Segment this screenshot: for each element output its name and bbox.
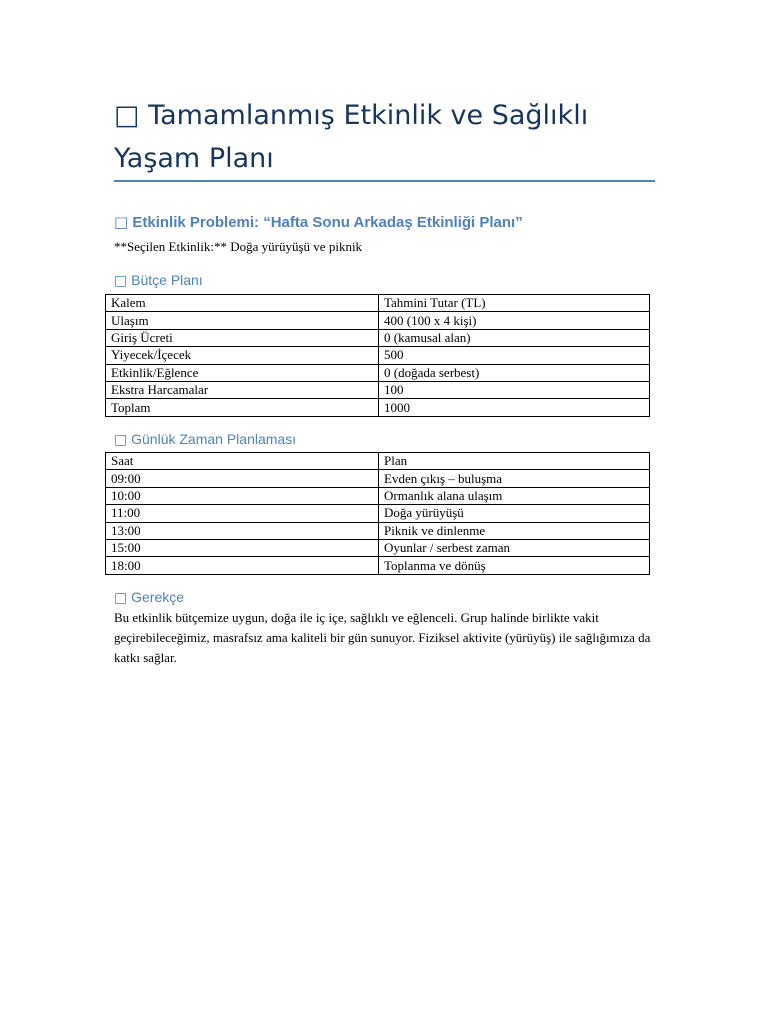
rationale-paragraph: Bu etkinlik bütçemize uygun, doğa ile iç içe, sağlıklı ve eğlenceli. Grup halinde birlikte vakit geçirebileceğimiz, masrafsız ama kaliteli bir gün sunuyor. Fiziksel aktivite (yürüyüş) ile sağlığımıza da katkı sağlar. <box>114 610 651 665</box>
check-icon: □ <box>114 590 128 606</box>
table-cell: Doğa yürüyüşü <box>379 505 650 522</box>
table-cell: Etkinlik/Eğlence <box>106 364 379 381</box>
table-cell: Ormanlık alana ulaşım <box>379 487 650 504</box>
table-row <box>106 312 650 329</box>
table-cell: Ekstra Harcamalar <box>106 381 379 398</box>
table-row <box>106 539 650 556</box>
schedule-table <box>105 452 650 575</box>
table-cell: 11:00 <box>106 505 379 522</box>
table-cell: 0 (doğada serbest) <box>379 364 650 381</box>
table-header-row <box>106 453 650 470</box>
target-icon: □ <box>114 213 129 231</box>
table-cell: 0 (kamusal alan) <box>379 329 650 346</box>
table-cell: Oyunlar / serbest zaman <box>379 539 650 556</box>
table-cell: 13:00 <box>106 522 379 539</box>
table-cell: Evden çıkış – buluşma <box>379 470 650 487</box>
table-cell: 500 <box>379 347 650 364</box>
table-row <box>106 399 650 416</box>
table-cell: 15:00 <box>106 539 379 556</box>
rationale-heading <box>114 589 184 606</box>
title-line-1: Tamamlanmış Etkinlik ve Sağlıklı <box>148 100 589 131</box>
title-line-2: Yaşam Planı <box>114 143 274 174</box>
table-cell: Toplam <box>106 399 379 416</box>
problem-heading-text: Etkinlik Problemi: “Hafta Sonu Arkadaş Etkinliği Planı” <box>132 214 523 231</box>
problem-heading <box>114 213 523 231</box>
table-row <box>106 487 650 504</box>
document-title <box>114 94 655 180</box>
table-cell: Plan <box>379 453 650 470</box>
table-cell: 10:00 <box>106 487 379 504</box>
document-icon: □ <box>114 100 140 131</box>
table-cell: 1000 <box>379 399 650 416</box>
table-cell: Saat <box>106 453 379 470</box>
table-row <box>106 347 650 364</box>
table-row <box>106 505 650 522</box>
budget-heading <box>114 272 203 289</box>
table-row <box>106 522 650 539</box>
schedule-heading-text: Günlük Zaman Planlaması <box>131 431 297 447</box>
rationale-heading-text: Gerekçe <box>131 589 185 605</box>
title-divider <box>114 180 655 182</box>
table-cell: Piknik ve dinlenme <box>379 522 650 539</box>
table-cell: 09:00 <box>106 470 379 487</box>
table-cell: Kalem <box>106 295 379 312</box>
table-cell: Toplanma ve dönüş <box>379 557 650 574</box>
table-row <box>106 557 650 574</box>
table-header-row <box>106 295 650 312</box>
schedule-heading <box>114 431 296 448</box>
table-cell: 400 (100 x 4 kişi) <box>379 312 650 329</box>
table-row <box>106 364 650 381</box>
table-cell: Yiyecek/İçecek <box>106 347 379 364</box>
money-icon: □ <box>114 273 128 289</box>
budget-heading-text: Bütçe Planı <box>131 272 203 288</box>
budget-table <box>105 294 650 417</box>
table-cell: 18:00 <box>106 557 379 574</box>
table-cell: 100 <box>379 381 650 398</box>
clock-icon: □ <box>114 432 128 448</box>
table-row <box>106 470 650 487</box>
table-cell: Tahmini Tutar (TL) <box>379 295 650 312</box>
table-row <box>106 381 650 398</box>
table-cell: Giriş Ücreti <box>106 329 379 346</box>
table-cell: Ulaşım <box>106 312 379 329</box>
selected-activity: **Seçilen Etkinlik:** Doğa yürüyüşü ve piknik <box>114 239 363 254</box>
table-row <box>106 329 650 346</box>
